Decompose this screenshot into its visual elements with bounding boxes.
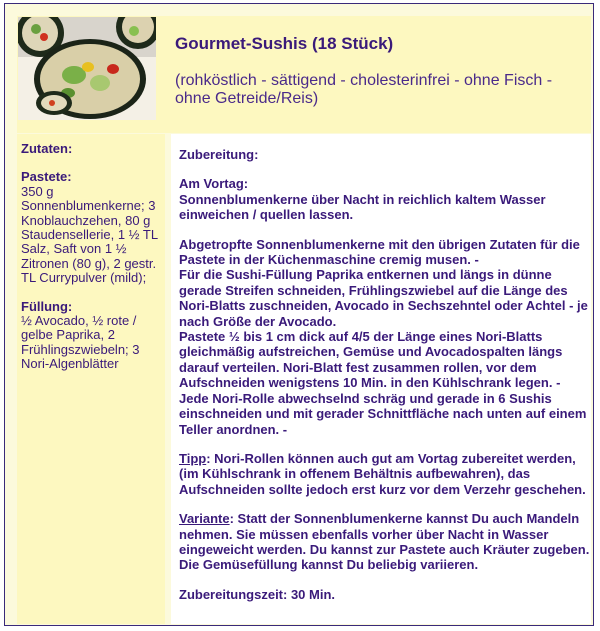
step-cutting: Jede Nori-Rolle abwechselnd schräg und gerade in 6 Sushis einschneiden und mit gerader Schnittfläche nach unten auf einem Teller anordnen. - xyxy=(179,390,587,437)
variant-text: : Statt der Sonnenblumenkerne kannst Du auch Mandeln nehmen. Sie müssen ebenfalls vorher über Nacht in Wasser eingeweicht werden. Du kannst zur Pastete auch Kräuter zugeben. Die Gemüsefüllung kannst Du beliebig variieren. xyxy=(179,511,590,573)
paste-label: Pastete: xyxy=(21,169,72,185)
preparation-column xyxy=(171,134,591,624)
recipe-card xyxy=(4,3,594,626)
prep-time: Zubereitungszeit: 30 Min. xyxy=(179,586,336,602)
variant-label: Variante xyxy=(179,511,230,527)
filling-ingredients: ½ Avocado, ½ rote / gelbe Paprika, 2 Frühlingszwiebeln; 3 Nori-Algenblätter xyxy=(21,313,140,372)
tip-paragraph xyxy=(179,451,591,497)
filling-block xyxy=(21,300,161,372)
tip-label: Tipp xyxy=(179,450,207,466)
tip-text: : Nori-Rollen können auch gut am Vortag zubereitet werden, (im Kühlschrank in offenem Behältnis aufbewahren), das Aufschneiden sollte jedoch erst kurz vor dem Verzehr geschehen. xyxy=(179,450,586,497)
ingredients-heading: Zutaten: xyxy=(21,141,73,156)
ingredients-column xyxy=(17,134,165,624)
step-paste: Abgetropfte Sonnenblumenkerne mit den übrigen Zutaten für die Pastete in der Küchenmaschine cremig musen. - xyxy=(179,236,580,268)
preparation-heading: Zubereitung: xyxy=(179,147,259,162)
sushi-image xyxy=(18,17,156,120)
recipe-header xyxy=(17,16,591,133)
filling-label: Füllung: xyxy=(21,298,73,314)
step-rolling: Pastete ½ bis 1 cm dick auf 4/5 der Länge eines Nori-Blatts gleichmäßig aufstreichen, Gemüse und Avocadospalten längs darauf verteilen. Nori-Blatt fest zusammen rollen, vor dem Aufschneiden wenigstens 10 Min. in den Kühlschrank legen. - xyxy=(179,329,563,391)
day-before-text: Sonnenblumenkerne über Nacht in reichlich kaltem Wasser einweichen / quellen lassen. xyxy=(179,191,546,223)
day-before-label: Am Vortag: xyxy=(179,176,249,192)
paste-block xyxy=(21,170,161,285)
recipe-subtitle: (rohköstlich - sättigend - cholesterinfrei - ohne Fisch - ohne Getreide/Reis) xyxy=(175,72,553,107)
recipe-title: Gourmet-Sushis (18 Stück) xyxy=(175,34,394,53)
step-filling: Für die Sushi-Füllung Paprika entkernen und längs in dünne gerade Streifen schneiden, Frühlingszwiebel auf die Länge des Nori-Blatts zuschneiden, Avocado in Sechszehntel oder Achtel - je nach Größe der Avocado. xyxy=(179,267,588,329)
paste-ingredients: 350 g Sonnenblumenkerne; 3 Knoblauchzehen, 80 g Staudensellerie, 1 ½ TL Salz, Saft von 1 ½ Zitronen (80 g), 2 gestr. TL Currypulver (mild); xyxy=(21,183,158,286)
variant-paragraph xyxy=(179,511,591,573)
sushi-photo xyxy=(18,17,156,120)
